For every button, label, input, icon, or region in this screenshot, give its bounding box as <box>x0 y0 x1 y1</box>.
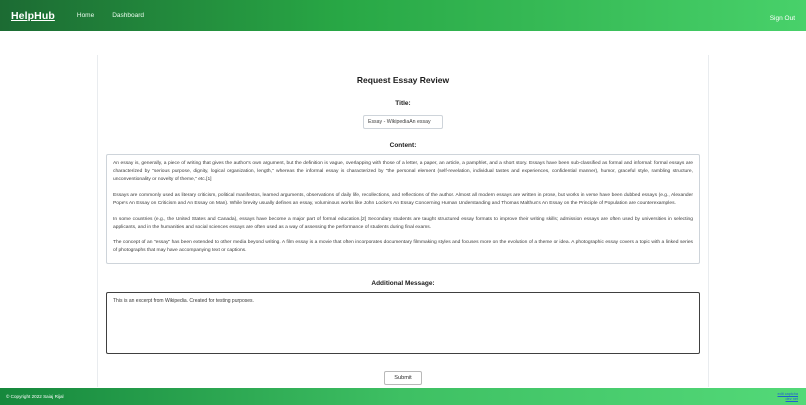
title-field-label: Title: <box>395 100 411 107</box>
nav-link-home[interactable]: Home <box>76 12 95 19</box>
sign-out-button[interactable]: Sign Out <box>769 14 795 22</box>
content-input-row <box>98 154 708 269</box>
submit-button[interactable]: Submit <box>384 371 421 385</box>
footer-link-1[interactable]: edit captcha <box>777 391 798 396</box>
page-title: Request Essay Review <box>356 75 450 85</box>
additional-message-label: Additional Message: <box>371 280 435 287</box>
nav-right-group <box>770 7 795 25</box>
nav-links <box>77 12 144 19</box>
top-navbar <box>0 0 806 31</box>
nav-link-dashboard[interactable]: Dashboard <box>112 12 145 19</box>
footer-links <box>778 392 800 401</box>
request-essay-review-card <box>97 55 709 387</box>
footer-link-2[interactable]: dev net <box>785 396 798 401</box>
title-input-row <box>98 115 708 129</box>
title-input[interactable] <box>363 115 443 129</box>
additional-message-textarea[interactable] <box>106 292 700 354</box>
content-field-label: Content: <box>389 142 417 149</box>
submit-row <box>98 371 708 385</box>
content-textarea[interactable] <box>106 154 700 264</box>
copyright-text: © Copyright 2022 Saiaj Rijal <box>6 394 64 399</box>
brand-logo[interactable]: HelpHub <box>11 9 55 22</box>
additional-message-row <box>98 292 708 359</box>
page-footer <box>0 388 806 405</box>
